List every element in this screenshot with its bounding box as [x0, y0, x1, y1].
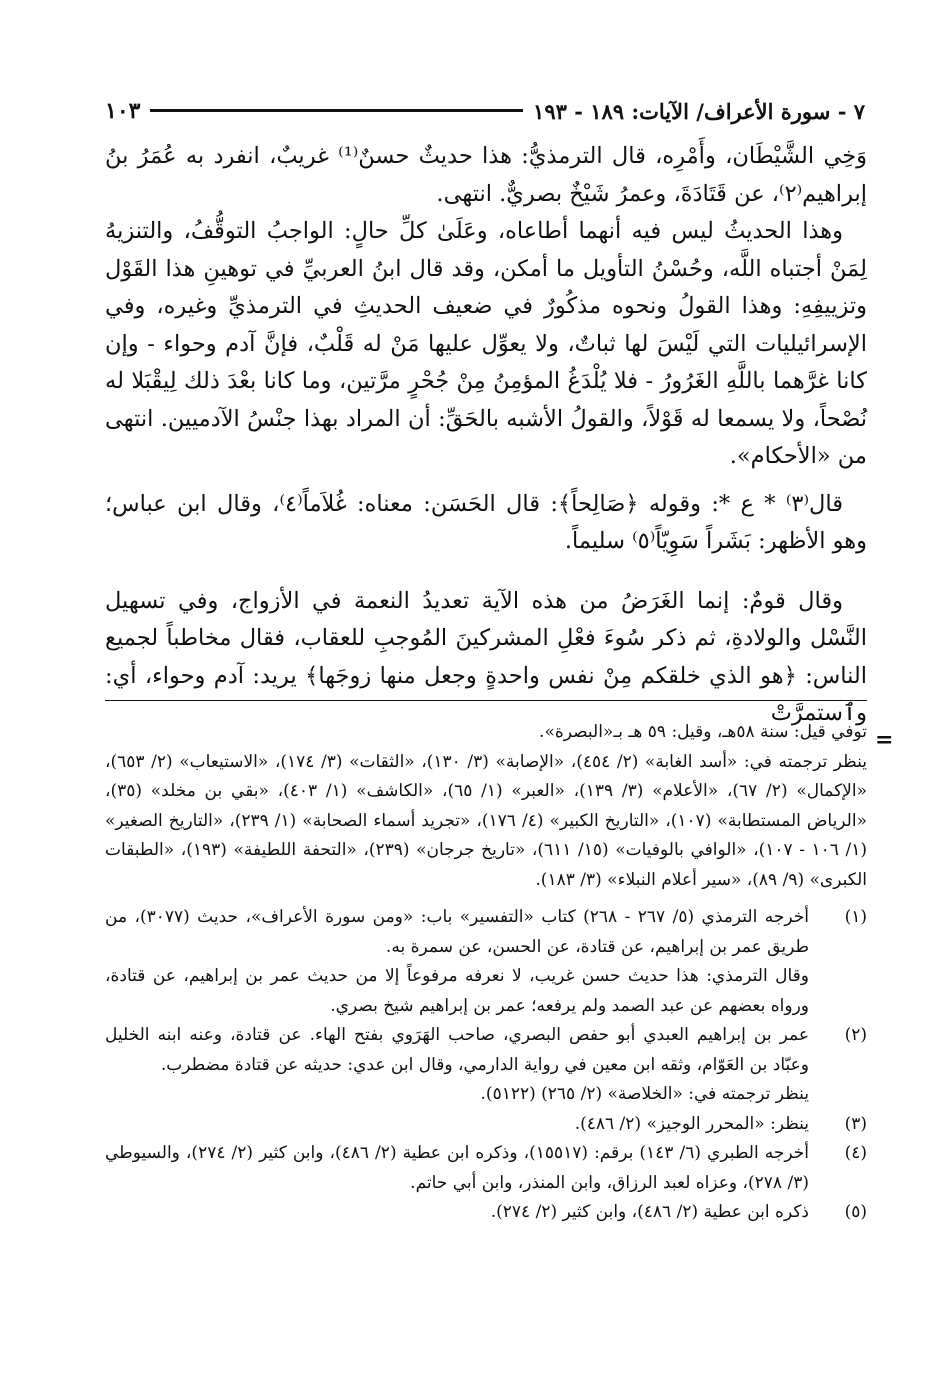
header-rule — [150, 109, 523, 112]
footnote-3 — [105, 1110, 867, 1140]
footnote-continuation: توفي قيل: سنة ٥٨هـ، وقيل: ٥٩ هـ بـ«البصرة». — [539, 722, 867, 742]
footnote-text: ذكره ابن عطية (٢/ ٤٨٦)، وابن كثير (٢/ ٢٧٤). — [490, 1202, 809, 1222]
footnote-1 — [105, 903, 867, 1021]
footnote-4 — [105, 1139, 867, 1198]
footnote-number: (٣) — [844, 1113, 867, 1134]
footnote-number: (١) — [844, 907, 867, 927]
footnote-continuation-mark: = — [875, 727, 894, 753]
footnote-separator — [105, 700, 867, 701]
footnote-number: (٤) — [844, 1143, 867, 1163]
body-paragraph: وقال قومٌ: إنما الغَرَضُ من هذه الآية تعديدُ النعمة في الأزواج، وفي تسهيل النَّسْل والولادةِ، ثم ذكر سُوءَ فعْلِ المشركينَ المُوجبِ للعقاب، فقال مخاطباً لجميع الناس: ﴿هو الذي خلقكم مِنْ نفس واحدةٍ وجعل منها زوجَها﴾ يريد: آدم وحواء، أي: وٱستمرَّتْ — [105, 587, 867, 726]
footnote-text: أخرجه الترمذي (٥/ ٢٦٧ - ٢٦٨) كتاب «التفسير» باب: «ومن سورة الأعراف»، حديث (٣٠٧٧)، من طريق عمر بن إبراهيم، عن قتادة، عن الحسن، عن سمرة به. — [105, 907, 809, 957]
footnote-continuation: ينظر ترجمته في: «أسد الغابة» (٢/ ٤٥٤)، «الإصابة» (٣/ ١٣٠)، «الثقات» (٣/ ١٧٤)، «الاستيعاب» (٢/ ٦٥٣)، «الإكمال» (٢/ ٦٧)، «الأعلام» (٣/ ١٣٩)، «العبر» (١/ ٦٥)، «الكاشف» (١/ ٤٠٣)، «بقي بن مخلد» (٣٥)، «الرياض المستطابة» (١٠٧)، «التاريخ الكبير» (٤/ ١٧٦)، «تجريد أسماء الصحابة» (١/ ٢٣٩)، «التاريخ الصغير» (١/ ١٠٦ - ١٠٧)، «الوافي بالوفيات» (١٥/ ٦١١)، «تاريخ جرجان» (٢٣٩)، «التحفة اللطيفة» (١٩٣)، «الطبقات الكبرى» (٩/ ٨٩)، «سير أعلام النبلاء» (٣/ ١٨٣). — [105, 751, 867, 890]
header-title: ٧ - سورة الأعراف/ الآيات: ١٨٩ - ١٩٣ — [533, 99, 865, 124]
footnote-5 — [105, 1198, 867, 1228]
running-header — [105, 82, 865, 124]
body-paragraph: وَخِي الشَّيْطَان، وأَمْرِه، قال الترمذيُّ: هذا حديثٌ حسنٌ⁽¹⁾ غريبٌ، انفرد به عُمَرُ بنُ إبراهيم⁽٢⁾، عن قَتَادَةَ، وعمرُ شَيْخٌ بصريٌّ. انتهى. — [105, 143, 867, 207]
footnote-text: أخرجه الطبري (٦/ ١٤٣) برقم: (١٥٥١٧)، وذكره ابن عطية (٢/ ٤٨٦)، وابن كثير (٢/ ٢٧٤)، والسيوطي (٣/ ٢٧٨)، وعزاه لعبد الرزاق، وابن المنذر، وابن أبي حاتم. — [105, 1143, 809, 1193]
body-paragraph: وهذا الحديثُ ليس فيه أنهما أطاعاه، وعَلَىٰ كلِّ حالٍ: الواجبُ التوقُّفُ، والتنزيهُ لِمَنْ أجتباه اللَّه، وحُسْنُ التأويل ما أمكن، وقد قال ابنُ العربيِّ في توهينِ هذا القَوْل وتزييفِهِ: وهذا القولُ ونحوه مذكُورٌ في ضعيف الحديثِ في الترمذيِّ وغيره، وفي الإسرائيليات التي لَيْسَ لها ثباتٌ، ولا يعوِّل عليها مَنْ له قَلْبٌ، فإنَّ آدم وحواء - وإن كانا غرَّهما باللَّهِ الغَرُورُ - فلا يُلْدَغُ المؤمِنُ مِنْ جُحْرٍ مرَّتين، وما كانا بعْدَ ذلك لِيقْبَلا له نُصْحاً، ولا يسمعا له قَوْلاً، والقولُ الأشبه بالحَقِّ: أن المراد بهذا جنْسُ الآدميين. انتهى من «الأحكام». — [105, 218, 867, 469]
footnotes — [105, 718, 867, 1228]
footnote-number: (٥) — [844, 1202, 867, 1222]
page-number: ١٠٣ — [105, 98, 141, 124]
footnote-text: عمر بن إبراهيم العبدي أبو حفص البصري، صاحب الهَرَوي بفتح الهاء. عن قتادة، وعنه ابنه الخليل وعبّاد بن العَوّام، وثقه ابن معين في رواية الدارمي، وقال ابن عدي: حديثه عن قتادة مضطرب. — [105, 1025, 809, 1075]
main-text — [105, 138, 867, 733]
footnote-text: ينظر: «المحرر الوجيز» (٢/ ٤٨٦). — [574, 1113, 809, 1134]
footnote-number: (٢) — [844, 1025, 867, 1045]
footnote-text: وقال الترمذي: هذا حديث حسن غريب، لا نعرفه مرفوعاً إلا من حديث عمر بن إبراهيم، عن قتادة، ورواه بعضهم عن عبد الصمد ولم يرفعه؛ عمر بن إبراهيم شيخ بصري. — [105, 966, 809, 1016]
body-paragraph: قال⁽٣⁾ * ع *: وقوله ﴿صَالِحاً﴾: قال الحَسَن: معناه: غُلاَماً⁽٤⁾، وقال ابن عباس؛ وهو الأظهر: بَشَراً سَوِيّاً⁽٥⁾ سليماً. — [105, 490, 867, 554]
footnote-text: ينظر ترجمته في: «الخلاصة» (٢/ ٢٦٥) (٥١٢٢). — [480, 1084, 809, 1104]
footnote-2 — [105, 1021, 867, 1110]
